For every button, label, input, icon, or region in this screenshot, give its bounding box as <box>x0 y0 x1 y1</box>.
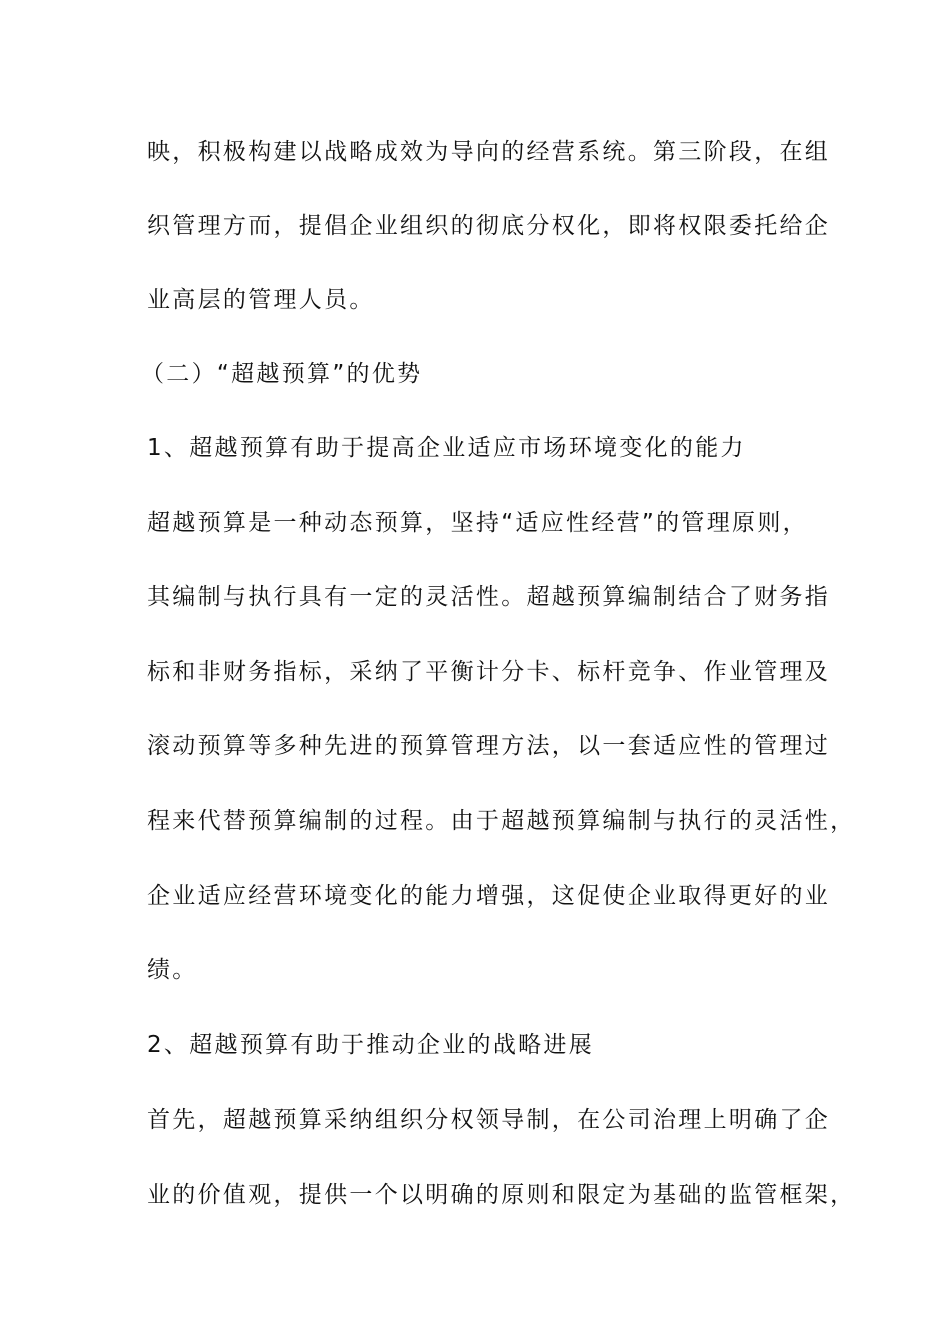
paragraph-line: 滚动预算等多种先进的预算管理方法，以一套适应性的管理过 <box>147 733 831 759</box>
paragraph-line: 绩。 <box>147 957 198 983</box>
subsection-heading: 1、超越预算有助于提高企业适应市场环境变化的能力 <box>147 435 746 461</box>
paragraph-line: 程来代替预算编制的过程。由于超越预算编制与执行的灵活性， <box>147 808 856 834</box>
paragraph-line: 超越预算是一种动态预算，坚持“适应性经营”的管理原则， <box>147 510 808 536</box>
paragraph-line: 其编制与执行具有一定的灵活性。超越预算编制结合了财务指 <box>147 584 831 610</box>
paragraph-line: 映，积极构建以战略成效为导向的经营系统。第三阶段，在组 <box>147 139 831 165</box>
paragraph-line: 业的价值观，提供一个以明确的原则和限定为基础的监管框架， <box>147 1182 856 1208</box>
paragraph-line: 业高层的管理人员。 <box>147 287 375 313</box>
paragraph-line: 织管理方而，提倡企业组织的彻底分权化，即将权限委托给企 <box>147 213 831 239</box>
paragraph-line: 首先，超越预算采纳组织分权领导制，在公司治理上明确了企 <box>147 1107 831 1133</box>
paragraph-line: 标和非财务指标，采纳了平衡计分卡、标杆竞争、作业管理及 <box>147 659 831 685</box>
subsection-heading: 2、超越预算有助于推动企业的战略进展 <box>147 1032 595 1058</box>
section-heading: （二）“超越预算”的优势 <box>141 361 423 387</box>
paragraph-line: 企业适应经营环境变化的能力增强，这促使企业取得更好的业 <box>147 883 831 909</box>
